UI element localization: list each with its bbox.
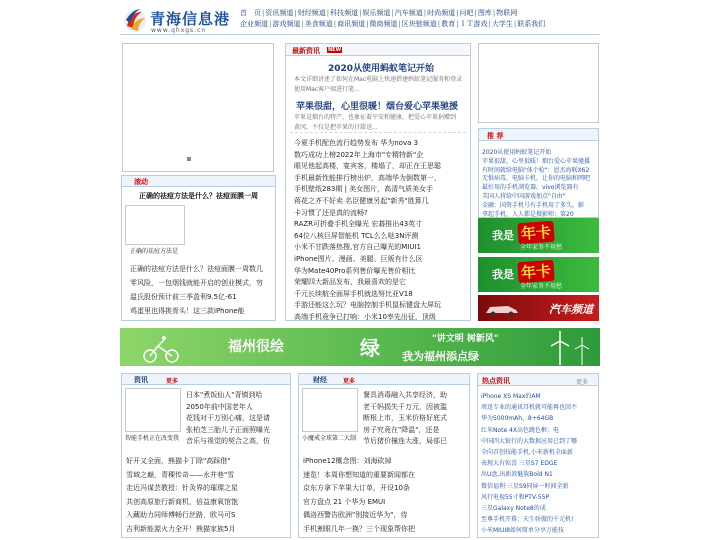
card-promo-banner-2[interactable] bbox=[478, 257, 599, 292]
hot-list-item[interactable]: 至尊手机开幕：天生骄傲的千元机! bbox=[481, 516, 574, 524]
hot-list-item[interactable]: 风行电视55寸和PTV-55P bbox=[481, 493, 550, 501]
finance_block-list-item[interactable]: 官方盘点 21 个华为 EMUI bbox=[303, 497, 386, 506]
left-hot-headline[interactable]: 正确的祛痘方法是什么？祛痘面膜一周 bbox=[139, 192, 258, 200]
news_block-side-item[interactable]: 音乐与视觉的契合之高，仿 bbox=[186, 437, 270, 445]
hot-list-item[interactable]: 出U盘,出新款魅族Bold N1 bbox=[481, 471, 553, 479]
left-hot-thumb-caption[interactable]: 正确的祛痘方法是 bbox=[130, 248, 179, 255]
recommend-list-item[interactable]: 拿起手机，人人都是摄影师：第20 bbox=[482, 210, 574, 218]
hot-news-block bbox=[477, 373, 599, 538]
banner-city-text: 福州很绘 bbox=[228, 339, 284, 355]
nav-separator: | bbox=[262, 9, 265, 17]
nav-separator: | bbox=[301, 20, 304, 28]
hot-list-item[interactable]: 三星Galaxy Note8的成 bbox=[481, 505, 546, 512]
banner-2-card: 年卡 bbox=[517, 260, 554, 283]
nav-separator: | bbox=[366, 20, 369, 28]
news-tab[interactable]: 资讯 bbox=[134, 376, 148, 384]
news_block-side-item[interactable]: 2050年前中国老年人 bbox=[186, 402, 253, 411]
finance_block-list-item[interactable]: 手机割眼几年一换？三个现象帮你把 bbox=[303, 524, 415, 533]
finance-thumbnail[interactable] bbox=[302, 388, 358, 432]
finance-tab[interactable]: 财经 bbox=[313, 376, 327, 384]
nav-item[interactable]: 联系我们 bbox=[517, 20, 546, 28]
car-channel-text: 汽车频道 bbox=[549, 303, 593, 316]
nav-separator: | bbox=[326, 9, 330, 17]
nav-item[interactable]: 问吧 bbox=[459, 9, 474, 17]
nav-separator: | bbox=[474, 9, 477, 17]
finance-thumb-caption[interactable]: 小魔戒全球第二大制 bbox=[302, 435, 357, 442]
car-channel-banner[interactable] bbox=[478, 295, 599, 321]
hot-more-link[interactable]: 更多 bbox=[576, 379, 589, 386]
nav-item[interactable]: 游戏频道 bbox=[272, 20, 301, 28]
left-hot-list-item[interactable]: 鸡蛋里也得挑骨头！这三款iPhone能 bbox=[130, 307, 245, 315]
nav-separator: | bbox=[294, 9, 297, 17]
recommend-list-item[interactable]: 美国人将给中国游戏加点"自由" bbox=[482, 193, 566, 200]
left-hot-list-item[interactable]: 零风险，一包烟钱就能开启的创业模式，穷 bbox=[130, 279, 263, 287]
center-list-item[interactable]: 卡习惯了还是真的流畅? bbox=[294, 208, 368, 217]
finance_block-list-item[interactable]: 偶洛西警告欧洲"别接近华为"，待 bbox=[303, 511, 408, 519]
nav-item[interactable]: 首 页 bbox=[240, 9, 261, 17]
hot-list-item[interactable]: 全向首创技能手机,小米新机全面新 bbox=[481, 449, 573, 456]
nav-separator: | bbox=[456, 9, 459, 17]
nav-separator: | bbox=[333, 20, 337, 28]
nav-separator: | bbox=[488, 20, 491, 28]
news-thumbnail[interactable] bbox=[125, 388, 181, 432]
nav-separator: | bbox=[269, 20, 272, 28]
left-hot-list-item[interactable]: 正确的祛痘方法是什么？祛痘面膜一周数几 bbox=[130, 265, 263, 273]
left-ad-slot[interactable] bbox=[122, 43, 274, 172]
nav-item[interactable]: 财经频道 bbox=[297, 9, 326, 17]
banner-1-card: 年卡 bbox=[517, 221, 554, 244]
hot-news-tab[interactable]: 热点资讯 bbox=[482, 377, 510, 385]
banner-1-note: 全年家务不用愁 bbox=[520, 244, 563, 251]
finance-block bbox=[298, 373, 470, 538]
nav-separator: | bbox=[423, 9, 427, 17]
nav-item[interactable]: 微商频道 bbox=[369, 20, 398, 28]
headline-2[interactable]: 苹果很甜，心里很暖！烟台爱心苹果驰援 bbox=[296, 102, 459, 112]
finance_block-side-item[interactable]: 房子究竟在"降温"，还是 bbox=[363, 425, 440, 434]
nav-separator: | bbox=[492, 9, 496, 17]
right-recommend-tab[interactable]: 推 荐 bbox=[487, 132, 504, 140]
summary-1-line-1: 本文详细讲述了如何在Mac电脑上快速搭建蚂蚁笔记服务和登录 bbox=[294, 76, 463, 83]
nav-item[interactable]: 大学生 bbox=[491, 20, 513, 28]
hot-list-item[interactable]: 小米MIUI8如何简单分享万能技 bbox=[481, 527, 564, 535]
hot-list-item[interactable]: 华为5000mAh、8+64GB bbox=[481, 415, 554, 423]
nav-item[interactable]: 教育 bbox=[441, 20, 456, 28]
nav-separator: | bbox=[513, 20, 517, 28]
logo-url: www.qhxgs.cn bbox=[151, 27, 207, 34]
new-badge: NEW bbox=[328, 47, 342, 53]
center-list-item[interactable]: 手机最新性能排行榜出炉，高端华为倒数第一， bbox=[294, 173, 441, 182]
center-list-item[interactable]: 64位八核巨屏智能机 TCL么么哒3N评测 bbox=[294, 231, 419, 240]
left-hot-thumbnail[interactable] bbox=[125, 205, 185, 245]
card-promo-banner-1[interactable] bbox=[478, 218, 599, 253]
center-list-item[interactable]: 小米不甘跌落热搜,官方自己曝光的MIUI1 bbox=[294, 243, 421, 252]
center-list-item[interactable]: 今夏手机配色流行趋势发布 华为nova 3 bbox=[294, 139, 419, 147]
finance-more-link[interactable]: 更多 bbox=[343, 378, 356, 385]
news_block-side-item[interactable]: 张柏芝三胎儿子正面照曝光 bbox=[186, 425, 270, 434]
center-list-item[interactable]: 高端手机竟争已打响：小米10率先出征，顶级 bbox=[294, 313, 436, 321]
recommend-list-item[interactable]: 无惧病毒，电脑卡机，让你的电脑和网吧 bbox=[482, 175, 591, 183]
banner-1-prefix: 我是 bbox=[492, 229, 514, 242]
center-list-item[interactable]: 手游还能这么玩？电脑控制手机鼠标键盘大屏玩 bbox=[294, 301, 441, 310]
nav-separator: | bbox=[456, 20, 459, 28]
nav-item[interactable]: 时尚频道 bbox=[427, 9, 456, 17]
center-list-item[interactable]: 千元长续航全面屏手机就选努比亚V18 bbox=[294, 289, 413, 298]
recommend-list-item[interactable]: 最好用的手机浏览器，vivo浏览器有 bbox=[482, 184, 579, 192]
center-list-item[interactable]: 手机壁纸283期 | 美女图片，高清气质美女手 bbox=[294, 185, 434, 194]
nav-separator: | bbox=[398, 20, 401, 28]
main-nav-row-2 bbox=[240, 19, 545, 29]
site-logo[interactable] bbox=[122, 6, 234, 36]
wind-turbine-icon bbox=[520, 331, 598, 365]
right-ad-slot[interactable] bbox=[478, 43, 599, 123]
finance_block-side-item[interactable]: 断根上市，玉米价格好底式 bbox=[363, 414, 447, 422]
center-list-item[interactable]: 数巧成功上榜2022年上海市"专精特新"企 bbox=[294, 150, 424, 159]
nav-item[interactable]: ＩＴ游戏 bbox=[459, 20, 488, 28]
banner-2-note: 全年家务不用愁 bbox=[520, 283, 563, 290]
left-hot-panel bbox=[121, 175, 276, 321]
recommend-list-item[interactable]: 苹果很甜，心里很暖！烟台爱心苹果驰援 bbox=[482, 157, 591, 165]
recommend-list-item[interactable]: 金融：国资手机号有手机用了多久，影 bbox=[482, 201, 585, 209]
banner-2-prefix: 我是 bbox=[492, 268, 514, 281]
summary-1-line-2: 使用Mac客户端进行笔... bbox=[294, 86, 360, 93]
nav-item[interactable]: 图库 bbox=[477, 9, 492, 17]
hot-list-item[interactable]: 红米Note 4X高色跳色框：电 bbox=[481, 426, 560, 434]
nav-item[interactable]: 娱乐频道 bbox=[362, 9, 391, 17]
center-list-item[interactable]: RAZR可折叠手机全曝光 宏碁推出43英寸 bbox=[294, 220, 423, 229]
summary-2-line-1: 苹果是烟台的特产，也象征着平安和健康，把爱心苹果捐赠到 bbox=[294, 114, 457, 121]
center-list-item[interactable]: 眼见他起高楼，宴宾客，楼塌了，却正在王思聪 bbox=[294, 162, 441, 171]
finance_block-list-item[interactable]: 京东方拿下苹果大订单，开设10条 bbox=[303, 484, 410, 492]
nav-separator: | bbox=[391, 9, 394, 17]
finance_block-side-item[interactable]: 餐具消毒融入共享经济，助 bbox=[363, 391, 447, 399]
left-hot-tab[interactable]: 滚动 bbox=[134, 178, 148, 186]
headline-1[interactable]: 2020从使用蚂蚁笔记开始 bbox=[328, 64, 435, 74]
center-list-item[interactable]: 荣耀四大新品发布，我最喜欢的是它 bbox=[294, 278, 406, 287]
news_block-list-item[interactable]: 入藏助力同师傅畅行丝路，欧马可S bbox=[126, 511, 236, 519]
nav-item[interactable]: 资讯频道 bbox=[265, 9, 294, 17]
summary-2-line-2: 黄冈，不仅是把苹果的甘甜送... bbox=[294, 124, 378, 131]
news_block-side-item[interactable]: 日本"煮饭仙人"背镇到哈 bbox=[186, 391, 263, 399]
hot-list-item[interactable]: 周迅专业的通讯耳机就可能再也回不 bbox=[481, 404, 578, 412]
center-list-item[interactable]: iPhone图片、漫画、美腿、巨贩有什么区 bbox=[294, 255, 423, 263]
right-recommend-panel bbox=[478, 128, 599, 218]
nav-item[interactable]: 美食频道 bbox=[304, 20, 333, 28]
news_block-list-item[interactable]: 雪域之巅，青稞传奇——水井巷"雪 bbox=[126, 470, 235, 479]
news-more-link[interactable]: 更多 bbox=[166, 378, 179, 385]
nav-item[interactable]: 区块链频道 bbox=[401, 20, 437, 28]
ad-indicator-dot bbox=[187, 157, 191, 161]
center-news-panel bbox=[285, 43, 471, 321]
nav-item[interactable]: 物联网 bbox=[496, 9, 518, 17]
banner-green-char: 绿 bbox=[360, 336, 380, 360]
news_block-list-item[interactable]: 吉利新能源火力全开！熊猫家族5月 bbox=[126, 524, 236, 533]
nav-separator: | bbox=[359, 9, 362, 17]
hot-list-item[interactable]: 微信福利·三星S9同屏一时间全新 bbox=[481, 482, 569, 490]
cyclist-icon bbox=[128, 332, 218, 364]
nav-item[interactable]: 科技频道 bbox=[330, 9, 359, 17]
finance_block-list-item[interactable]: 速览！本周你想知道的重要新闻都在 bbox=[303, 470, 415, 479]
news-thumb-caption[interactable]: 智能手机正在改变我 bbox=[125, 435, 180, 442]
nav-separator: | bbox=[437, 20, 441, 28]
hot-list-item[interactable]: iPhone XS Max的AM bbox=[481, 393, 541, 400]
news_block-list-item[interactable]: 共创高原旅行新商机，倍益康氧馆饱 bbox=[126, 497, 238, 506]
nav-item[interactable]: 汽车频道 bbox=[394, 9, 423, 17]
nav-item[interactable]: 商讯频道 bbox=[337, 20, 366, 28]
news-block bbox=[121, 373, 291, 538]
hot-list-item[interactable]: 中国四大银行的大数据应用已到了哪 bbox=[481, 437, 578, 445]
news_block-list-item[interactable]: 走近冯谋芸教授：针灸界的璀璨之星 bbox=[126, 484, 238, 492]
car-icon bbox=[484, 301, 520, 317]
center-news-tab[interactable]: 最新资讯 bbox=[292, 47, 320, 55]
center-list-item[interactable]: 蒋花之齐不好卖 名臣健康另起"新秀"胜算几 bbox=[294, 197, 429, 205]
center-list-item[interactable]: 华为Mate40Pro系列售价曝光售价相比 bbox=[294, 266, 416, 275]
finance_block-list-item[interactable]: iPhone12概念图：刘海砍掉 bbox=[303, 457, 392, 465]
finance_block-side-item[interactable]: 老干妈损失千万元，因被滥 bbox=[363, 402, 447, 411]
logo-swirl-icon bbox=[122, 6, 148, 34]
hot-list-item[interactable]: 表现大有惊喜 三星S7 EDGE bbox=[481, 460, 558, 468]
fuzhou-green-banner[interactable] bbox=[120, 328, 600, 366]
recommend-list-item[interactable]: 2020从使用蚂蚁笔记开始 bbox=[482, 149, 552, 156]
header-divider bbox=[120, 34, 600, 35]
logo-name: 青海信息港 bbox=[150, 10, 231, 28]
main-nav-row-1 bbox=[240, 8, 517, 18]
banner-slogan-1: "讲文明 树新风" bbox=[432, 334, 499, 344]
finance_block-side-item[interactable]: 节后猪价撞连大涨，局部已 bbox=[363, 437, 447, 445]
news_block-list-item[interactable]: 好开又全面，熊猫卡丁除"高踩借" bbox=[126, 457, 231, 465]
banner-slogan-2: 我为福州添点绿 bbox=[402, 350, 479, 363]
left-hot-list-item[interactable]: 温氏股份预计前三季盈利9.5亿-61 bbox=[130, 293, 237, 301]
news_block-side-item[interactable]: 花钱对干万别心痛，这是请 bbox=[186, 414, 270, 422]
nav-item[interactable]: 企业频道 bbox=[240, 20, 268, 28]
recommend-list-item[interactable]: 有时间就给电脑"体个检"：恩杰海联X62 bbox=[482, 166, 590, 174]
center-divider bbox=[290, 132, 466, 133]
